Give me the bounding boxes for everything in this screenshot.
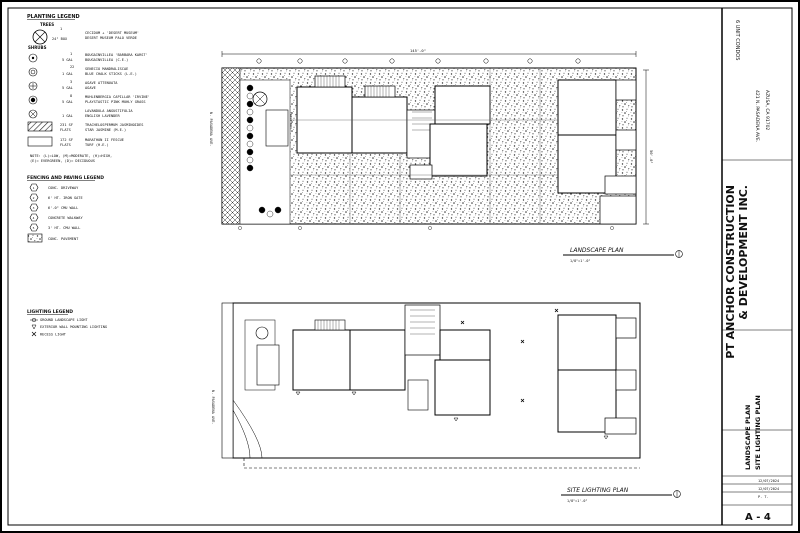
svg-text:2: 2: [32, 196, 35, 200]
svg-text:AGAVE ATTENUATA: AGAVE ATTENUATA: [85, 81, 118, 85]
svg-text:MARATHON II FESCUE: MARATHON II FESCUE: [85, 138, 124, 142]
svg-text:5 GAL: 5 GAL: [62, 100, 73, 104]
dimension-right: 50'-0": [649, 150, 654, 164]
sheet-title-2: SITE LIGHTING PLAN: [754, 395, 762, 470]
sheet-number: A - 4: [745, 512, 771, 523]
date-drawn: 12/07/2024: [758, 479, 780, 483]
unit-4: [435, 360, 490, 415]
trees-heading: TREES: [40, 22, 55, 27]
svg-text:GROUND LANDSCAPE LIGHT: GROUND LANDSCAPE LIGHT: [40, 318, 88, 322]
landscape-plan: [209, 48, 654, 230]
unit-2: [352, 97, 407, 153]
legend-note: NOTE: (L)=LOW, (M)=MODERATE, (H)=HIGH,: [30, 154, 113, 158]
svg-text:TRACHELOSPERMUM JASMINOIDES: TRACHELOSPERMUM JASMINOIDES: [85, 123, 144, 127]
planting-legend-title: PLANTING LEGEND: [27, 14, 80, 20]
unit-5: [558, 315, 616, 370]
fencing-legend-title: FENCING AND PAVING LEGEND: [27, 176, 104, 181]
company-name-2: & DEVELOPMENT INC.: [737, 185, 750, 320]
company-name-1: PT ANCHOR CONSTRUCTION: [724, 185, 737, 359]
svg-text:BOUGAINVILLEA 'BARBARA KARST': BOUGAINVILLEA 'BARBARA KARST': [85, 53, 148, 57]
svg-text:CECIDUM + 'DESERT MUSEUM': CECIDUM + 'DESERT MUSEUM': [85, 31, 140, 35]
lighting-legend-title: LIGHTING LEGEND: [27, 310, 73, 315]
svg-text:22: 22: [70, 65, 75, 69]
project-name: 6 UNIT CONDOS: [734, 20, 740, 61]
unit-3: [440, 330, 490, 360]
svg-text:PLAYSTASTIC PINK MUHLY GRASS: PLAYSTASTIC PINK MUHLY GRASS: [85, 100, 146, 104]
svg-text:BOUGAINVILLEA (C.E.): BOUGAINVILLEA (C.E.): [85, 58, 129, 62]
svg-text:8: 8: [70, 94, 73, 98]
sheet-title-1: LANDSCAPE PLAN: [744, 404, 752, 470]
unit-3: [435, 86, 490, 124]
unit-2: [350, 330, 405, 390]
svg-text:EXTERIOR WALL MOUNTING LIGHTIN: EXTERIOR WALL MOUNTING LIGHTING: [40, 325, 108, 329]
svg-text:5 GAL: 5 GAL: [62, 58, 73, 62]
svg-text:CONCRETE WALKWAY: CONCRETE WALKWAY: [48, 216, 83, 220]
svg-text:LAVANDULA ANGUSTIFOLIA: LAVANDULA ANGUSTIFOLIA: [85, 109, 133, 113]
trash-enclosure: [266, 110, 288, 146]
svg-text:6'-0" CMU WALL: 6'-0" CMU WALL: [48, 206, 79, 210]
stair-3: [410, 165, 432, 179]
svg-text:5 GAL: 5 GAL: [62, 86, 73, 90]
svg-text:1: 1: [32, 186, 35, 190]
svg-text:3: 3: [32, 206, 35, 210]
svg-text:1: 1: [60, 27, 63, 31]
svg-text:BLUE CHALK STICKS (L.E.): BLUE CHALK STICKS (L.E.): [85, 72, 137, 76]
drawn-by: P. T.: [758, 495, 769, 499]
svg-text:N. PASADENA AVE.: N. PASADENA AVE.: [211, 390, 215, 425]
svg-text:172 SF: 172 SF: [60, 138, 73, 142]
svg-text:1 GAL: 1 GAL: [62, 114, 73, 118]
svg-text:FLATS: FLATS: [60, 143, 71, 147]
site-lighting-plan-scale: 1/8"=1'-0": [567, 499, 588, 503]
svg-text:5: 5: [32, 226, 35, 230]
svg-text:ENGLISH LAVENDER: ENGLISH LAVENDER: [85, 114, 120, 118]
site-lighting-plan-title: SITE LIGHTING PLAN: [567, 487, 629, 494]
svg-text:24" BOX: 24" BOX: [52, 37, 68, 41]
site-lighting-plan: [211, 303, 640, 468]
pavement-swatch: [28, 234, 42, 242]
landscape-plan-title: LANDSCAPE PLAN: [570, 247, 624, 254]
svg-text:AGAVE: AGAVE: [85, 86, 96, 90]
svg-text:STAR JASMINE (M.E.): STAR JASMINE (M.E.): [85, 128, 127, 132]
shrubs-heading: SHRUBS: [28, 45, 47, 50]
svg-text:MUHLENBERGIA CAPILLAR 'IRVINE': MUHLENBERGIA CAPILLAR 'IRVINE': [85, 95, 150, 99]
date-revised: 12/07/2024: [758, 487, 780, 491]
svg-text:4: 4: [32, 216, 35, 220]
unit-1: [293, 330, 350, 390]
svg-text:231 SF: 231 SF: [60, 123, 73, 127]
street-label: N. PASADENA AVE.: [209, 112, 213, 147]
svg-text:6' HT. IRON GATE: 6' HT. IRON GATE: [48, 196, 83, 200]
svg-text:3: 3: [70, 80, 73, 84]
svg-text:SENECIO MANDRALISCAE: SENECIO MANDRALISCAE: [85, 67, 129, 71]
unit-5: [558, 80, 616, 135]
svg-text:CONC. DRIVEWAY: CONC. DRIVEWAY: [48, 186, 79, 190]
project-address-1: 421 N. PASADENA AVE.: [754, 90, 759, 143]
svg-text:FLATS: FLATS: [60, 128, 71, 132]
turf-swatch: [28, 137, 52, 146]
svg-text:TRASH ENCL.: TRASH ENCL.: [289, 112, 293, 132]
svg-text:3' HT. CMU WALL: 3' HT. CMU WALL: [48, 226, 81, 230]
project-address-2: AZUSA, CA 91702: [764, 90, 769, 131]
driveway-strip: [222, 68, 240, 224]
hatch-swatch: [28, 122, 52, 131]
landscape-plan-scale: 1/8"=1'-0": [570, 259, 591, 263]
svg-text:CONC. PAVEMENT: CONC. PAVEMENT: [48, 237, 79, 241]
unit-4: [430, 124, 487, 176]
dimension-top: 145'-0": [410, 48, 427, 53]
svg-text:1 GAL: 1 GAL: [62, 72, 73, 76]
svg-text:TURF (H.E.): TURF (H.E.): [85, 143, 109, 147]
svg-text:1: 1: [70, 52, 73, 56]
svg-text:DESERT MUSEUM PALO VERDE: DESERT MUSEUM PALO VERDE: [85, 36, 137, 40]
svg-text:(E)= EVERGREEN, (D)= DECIDUOUS: (E)= EVERGREEN, (D)= DECIDUOUS: [30, 159, 95, 163]
svg-text:RECESS LIGHT: RECESS LIGHT: [40, 332, 66, 337]
